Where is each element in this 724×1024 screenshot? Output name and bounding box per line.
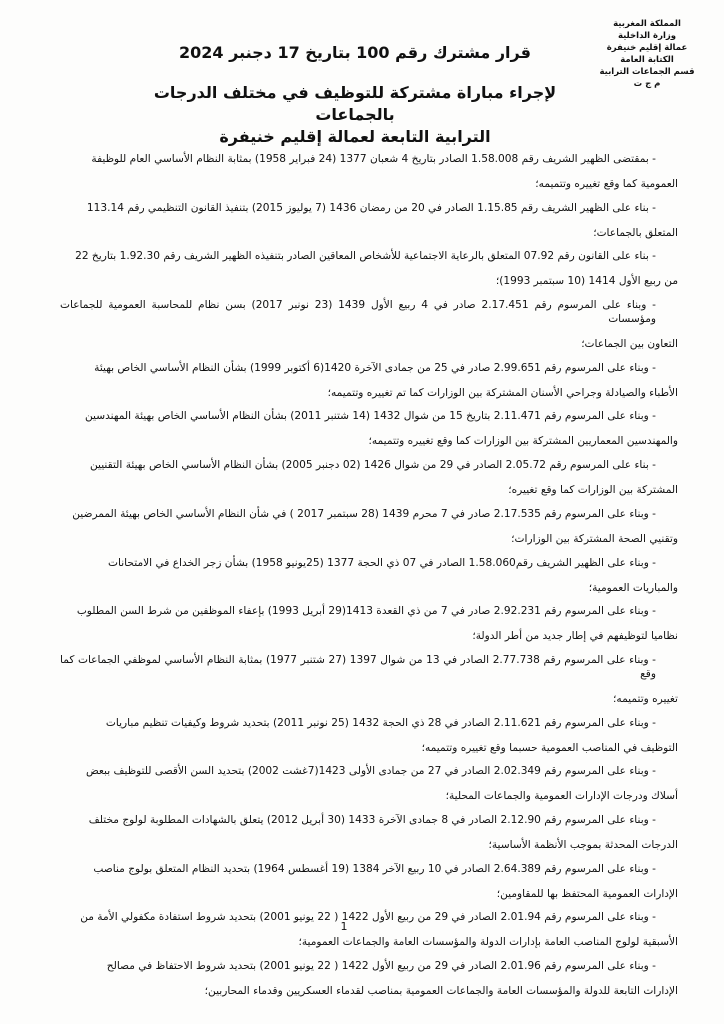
header-line-kingdom: المملكة المغربية [613,19,681,29]
clause-continuation: الأطباء والصيادلة وجراحي الأسنان المشتركة بين الوزارات كما تم تغييره وتتميمه؛ [327,386,678,399]
clause-continuation: وتقنيي الصحة المشتركة بين الوزارات؛ [511,532,678,545]
legal-clause [60,764,678,803]
clause-continuation: أسلاك ودرجات الإدارات العمومية والجماعات المحلية؛ [445,790,678,803]
legal-clause [60,653,678,706]
administrative-header [592,18,702,90]
clause-first-line: - بناء على القانون رقم 07.92 المتعلق بالرعاية الاجتماعية للأشخاص المعاقين الصادر بتنفيذه الظهير الشريف رقم 1.92.30 بتاريخ 22 [75,250,656,263]
clause-first-line: - وبناء على الظهير الشريف رقم1.58.060 الصادر في 07 ذي الحجة 1377 (25يونيو 1958) بشأن زجر الخداع في الامتحانات [108,556,656,569]
clause-continuation: الأسبقية لولوج المناصب العامة بإدارات الدولة والمؤسسات العامة والجماعات العمومية؛ [298,936,678,949]
clause-continuation: والمهندسين المعماريين المشتركة بين الوزارات كما وقع تغييره وتتميمه؛ [368,435,678,448]
legal-clause [60,813,678,852]
header-line-secretariat: الكتابة العامة [620,55,674,65]
legal-clause [60,249,678,288]
clause-first-line: - وبناء على المرسوم رقم 2.99.651 صادر في 25 من جمادى الآخرة 1420(6 أكتوبر 1999) بشأن النظام الأساسي الخاص بهيئة [94,361,656,374]
legal-clause [60,910,678,949]
legal-basis-list [60,152,678,1008]
clause-first-line: - وبناء على المرسوم رقم 2.11.471 بتاريخ 15 من شوال 1432 (14 شتنبر 2011) بشأن النظام الأساسي الخاص بهيئة المهندسين [84,410,656,423]
legal-clause [60,201,678,240]
clause-first-line: - وبناء على المرسوم رقم 2.12.90 الصادر في 8 جمادى الآخرة 1433 (30 أبريل 2012) يتعلق بالشهادات المطلوبة لولوج مختلف [88,813,656,826]
clause-first-line: - وبناء على المرسوم رقم 2.92.231 صادر في 7 من ذي القعدة 1413(29 أبريل 1993) بإعفاء الموظفين من شرط السن المطلوب [76,605,656,618]
header-line-reference: م ج ت [633,79,661,89]
subject-line-1: لإجراء مباراة مشتركة للتوظيف في مختلف الدرجات بالجماعات [153,83,557,124]
legal-clause [60,604,678,643]
clause-first-line: - وبناء على المرسوم رقم 2.01.94 الصادر في 29 من ربيع الأول 1422 ( 22 يونيو 2001) بتحديد شروط استفادة مكفولي الأمة من [80,911,656,924]
clause-first-line: - وبناء على المرسوم رقم 2.64.389 الصادر في 10 ربيع الآخر 1384 (19 أغسطس 1964) بتحديد النظام المتعلق بولوج مناصب [93,862,656,875]
clause-continuation: المتعلق بالجماعات؛ [593,226,678,239]
clause-continuation: المشتركة بين الوزارات كما وقع تغييره؛ [508,484,678,497]
clause-continuation: تغييره وتتميمه؛ [613,692,678,705]
clause-first-line: - بمقتضى الظهير الشريف رقم 1.58.008 الصادر بتاريخ 4 شعبان 1377 (24 فبراير 1958) بمثابة النظام الأساسي العام للوظيفة [91,153,656,165]
clause-first-line: - وبناء على المرسوم رقم 2.77.738 الصادر في 13 من شوال 1397 (27 شتنبر 1977) بمثابة النظام الأساسي لموظفي الجماعات كما وقع [60,653,656,680]
legal-clause [60,556,678,595]
subject-line-2: الترابية التابعة لعمالة إقليم خنيفرة [219,127,491,146]
decision-title: قرار مشترك رقم 100 بتاريخ 17 دجنبر 2024 [179,43,531,62]
legal-clause [60,458,678,497]
clause-first-line: - وبناء على المرسوم رقم 2.01.96 الصادر في 29 من ربيع الأول 1422 ( 22 يونيو 2001) بتحديد شروط الاحتفاظ في مصالح [106,960,656,972]
clause-continuation: العمومية كما وقع تغييره وتتميمه؛ [535,178,678,190]
clause-first-line: - وبناء على المرسوم رقم 2.11.621 الصادر في 28 ذي الحجة 1432 (25 نونبر 2011) بتحديد شروط وكيفيات تنظيم مباريات [105,716,656,729]
clause-continuation: نظاميا لتوظيفهم في إطار جديد من أطر الدولة؛ [472,630,678,643]
legal-clause [60,298,678,351]
header-line-province: عمالة إقليم خنيفرة [606,43,688,53]
page-number: 1 [340,920,348,933]
clause-continuation: والمباريات العمومية؛ [588,581,678,594]
clause-first-line: - وبناء على المرسوم رقم 2.17.451 صادر في 4 ربيع الأول 1439 (23 نونبر 2017) بسن نظام للمحاسبة العمومية للجماعات ومؤسسات [60,299,656,326]
clause-first-line: - وبناء على المرسوم رقم 2.02.349 الصادر في 27 من جمادى الأولى 1423(7غشت 2002) بتحديد السن الأقصى للتوظيف ببعض [85,765,656,778]
legal-clause [60,716,678,755]
clause-continuation: التوظيف في المناصب العمومية حسبما وقع تغييره وتتميمه؛ [421,741,678,754]
header-line-ministry: وزارة الداخلية [617,31,677,41]
title-block [120,42,590,148]
clause-first-line: - بناء على الظهير الشريف رقم 1.15.85 الصادر في 20 من رمضان 1436 (7 يوليوز 2015) بتنفيذ القانون التنظيمي رقم 113.14 [86,201,656,214]
legal-clause [60,507,678,546]
legal-clause [60,152,678,191]
clause-continuation: التعاون بين الجماعات؛ [581,338,678,351]
clause-first-line: - بناء على المرسوم رقم 2.05.72 الصادر في 29 من شوال 1426 (02 دجنبر 2005) بشأن النظام الأساسي الخاص بهيئة التقنيين [89,459,656,472]
clause-first-line: - وبناء على المرسوم رقم 2.17.535 صادر في 7 محرم 1439 (28 سبتمبر 2017 ) في شأن النظام الأساسي الخاص بهيئة الممرضين [72,507,656,520]
legal-clause [60,862,678,901]
legal-clause [60,959,678,998]
clause-continuation: الدرجات المحدثة بموجب الأنظمة الأساسية؛ [488,838,678,851]
legal-clause [60,361,678,400]
legal-clause [60,409,678,448]
clause-continuation: الإدارات التابعة للدولة والمؤسسات العامة والجماعات العمومية بمناصب لقدماء العسكريين وقدماء المحاربين؛ [204,985,678,997]
header-line-division: قسم الجماعات الترابية [599,67,695,77]
clause-continuation: الإدارات العمومية المحتفظ بها للمقاومين؛ [496,887,678,900]
clause-continuation: من ربيع الأول 1414 (10 سبتمبر 1993)؛ [495,275,678,288]
